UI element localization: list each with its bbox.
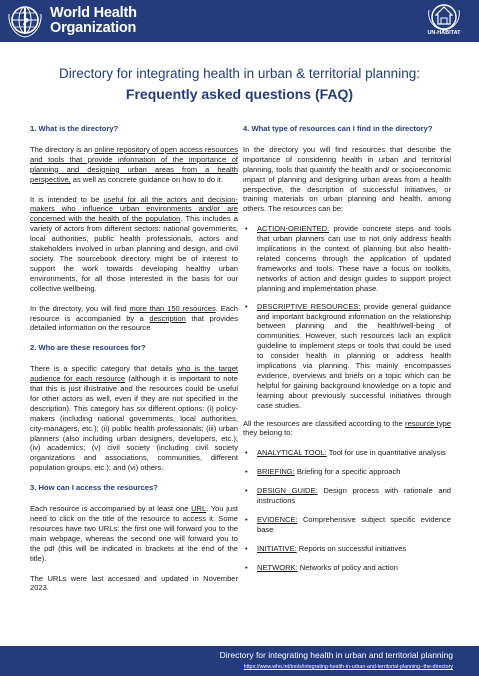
q1-p1-link[interactable]: online repository of open access resources and tools that provide information of the importance of planning and designing urban areas from a health perspective, <box>30 144 238 184</box>
q1-p3-link-description[interactable]: description <box>149 313 186 323</box>
type-term: NETWORK: <box>257 562 298 572</box>
type-term: EVIDENCE: <box>257 515 298 524</box>
org-name-line2: Organization <box>50 20 137 36</box>
organization-name <box>50 6 137 36</box>
type-term: DESIGN GUIDE: <box>257 486 318 496</box>
type-text: Briefing for a specific approach <box>294 467 401 477</box>
q3-p1-text-a: Each resource is accompanied by at least one <box>30 504 192 514</box>
list-item <box>257 448 451 458</box>
q4-classify-link[interactable]: resource type <box>405 418 451 428</box>
list-item <box>257 224 451 293</box>
q3-paragraph-1 <box>30 504 238 563</box>
org-name-line1: World Health <box>50 5 137 21</box>
q1-heading: 1. What is the directory? <box>30 124 119 133</box>
page-subtitle: Frequently asked questions (FAQ) <box>125 86 354 102</box>
q2-p1-link[interactable]: who is the target audience for each resource <box>30 364 239 384</box>
q1-p3-link-resources[interactable]: more than 150 resources <box>129 303 216 313</box>
q4-heading: 4. What type of resources can I find in the directory? <box>243 124 433 133</box>
footer-url-link[interactable]: https://www.who.int/tools/integrating-health-in-urban-and-territorial-planning--the-directory <box>243 664 453 670</box>
q3-paragraph-2: The URLs were last accessed and updated in November 2023. <box>30 573 238 593</box>
q1-paragraph-1 <box>30 145 238 185</box>
q2-heading: 2. Who are these resources for? <box>30 343 146 353</box>
who-emblem-icon <box>6 4 44 38</box>
resource-type-list <box>243 448 451 572</box>
footer-title: Directory for integrating health in urban and territorial planning <box>219 650 453 660</box>
q1-paragraph-2 <box>30 195 238 294</box>
right-column <box>243 124 451 582</box>
q4-classify-text-b: they belong to: <box>243 428 293 438</box>
bullet-text: provide general guidance and important background information on the relationship between planning and the health/well-being of communities. However, such resources lack an explicit guideline to implement steps or tools that could be used to consider health in planning or address health implications via planning. This mainly encompasses evidence, overviews and briefs on a topic which can be helpful for gaining background knowledge on a topic and learning about previously successful initiatives through case studies. <box>257 301 451 410</box>
left-column <box>30 124 238 603</box>
q1-p2-text-a: It is intended to be <box>30 194 104 204</box>
list-item <box>257 563 451 573</box>
q1-p2-text-b: . This includes a variety of actors from different sectors: national governments, local authorities, public health professionals, actors and stakeholders involved in urban planning and design, and civil society. The sourcebook directory might be of interest to support the work towards developing healthy urban environments, for all those interested in the basis for our collective wellbeing. <box>30 214 238 293</box>
q2-p1-text-a: There is a specific category that details <box>30 364 177 374</box>
q2-paragraph-1 <box>30 364 238 473</box>
q1-paragraph-3 <box>30 304 238 334</box>
q3-heading: 3. How can I access the resources? <box>30 483 158 493</box>
q3-p1-text-b: . You just need to click on the title of the resource to access it. Some resources have two URLs: the first one will forward you to the main webpage, whereas the second one will forward you to the pdf (this will be indicated in brackets at the end of the title). <box>30 504 238 563</box>
partner-name: UN-HABITAT <box>427 30 461 36</box>
q1-p3-text-a: In the directory, you will find <box>30 303 130 313</box>
q2-p1-text-b: (although it is important to note that this is just illustrative and the resources could be useful for other actors as well, even if they are not specified in the description). This category has six different options: (i) policy-makers (including national governments, local authorities, city-managers, etc.); (ii) public health professionals; (iii) urban planners (also including urban designers, developers, etc.); (iv) academics; (v) civil society (including civil society organizations and associations, communities, different population groups, etc.); and (vi) others. <box>30 374 238 473</box>
q4-classify <box>243 419 451 439</box>
page-title: Directory for integrating health in urban & territorial planning: <box>59 66 420 81</box>
list-item <box>257 302 451 411</box>
type-text: Design process with rationale and instructions <box>257 486 451 506</box>
type-term: INITIATIVE: <box>257 543 297 553</box>
q4-intro: In the directory you will find resources that describe the importance of considering health in urban and territorial planning, tools that quantify the health and/ or socioeconomic impact of planning and designing urban areas from a health perspective, the description of successful initiatives, or training materials on urban planning and health, among others. The resources can be: <box>243 144 451 214</box>
type-term: BRIEFING: <box>257 467 295 477</box>
bullet-text: provide concrete steps and tools that urban planners can use to not only address health implications in the context of planning but also health-related concerns through the application of updated frameworks and tools. These have a focus on toolkits, networks of action and design guides to support project planning and implementation phase. <box>257 224 451 293</box>
resource-kind-list <box>243 224 451 410</box>
q1-p1-text-b: as well as concrete guidance on how to do it. <box>70 174 223 184</box>
q1-p1-text-a: The directory is an <box>30 144 95 154</box>
type-text: Comprehensive subject specific evidence base <box>257 515 451 534</box>
q4-classify-text-a: All the resources are classified according to the <box>243 418 406 428</box>
q3-p1-link[interactable]: URL <box>191 504 207 514</box>
bullet-term: DESCRIPTIVE RESOURCES: <box>257 301 361 311</box>
q1-p2-link[interactable]: useful for all the actors and decision-makers who influence urban environments and/or are concerned with the health of the population <box>30 194 238 224</box>
bullet-term: ACTION-ORIENTED: <box>257 224 330 234</box>
un-habitat-logo-icon <box>426 2 462 32</box>
q1-p3-text-b: . Each resource is accompanied by a <box>30 303 238 323</box>
list-item <box>257 486 451 506</box>
q1-p3-text-c: that provides detailed information on the resource <box>30 313 238 333</box>
type-text: Tool for use in quantitative analysis <box>326 448 446 458</box>
type-text: Reports on successful initiatives <box>296 543 407 553</box>
list-item <box>257 544 451 554</box>
type-term: ANALYTICAL TOOL: <box>257 448 327 458</box>
list-item <box>257 515 451 535</box>
list-item <box>257 467 451 477</box>
type-text: Networks of policy and action <box>297 562 398 572</box>
